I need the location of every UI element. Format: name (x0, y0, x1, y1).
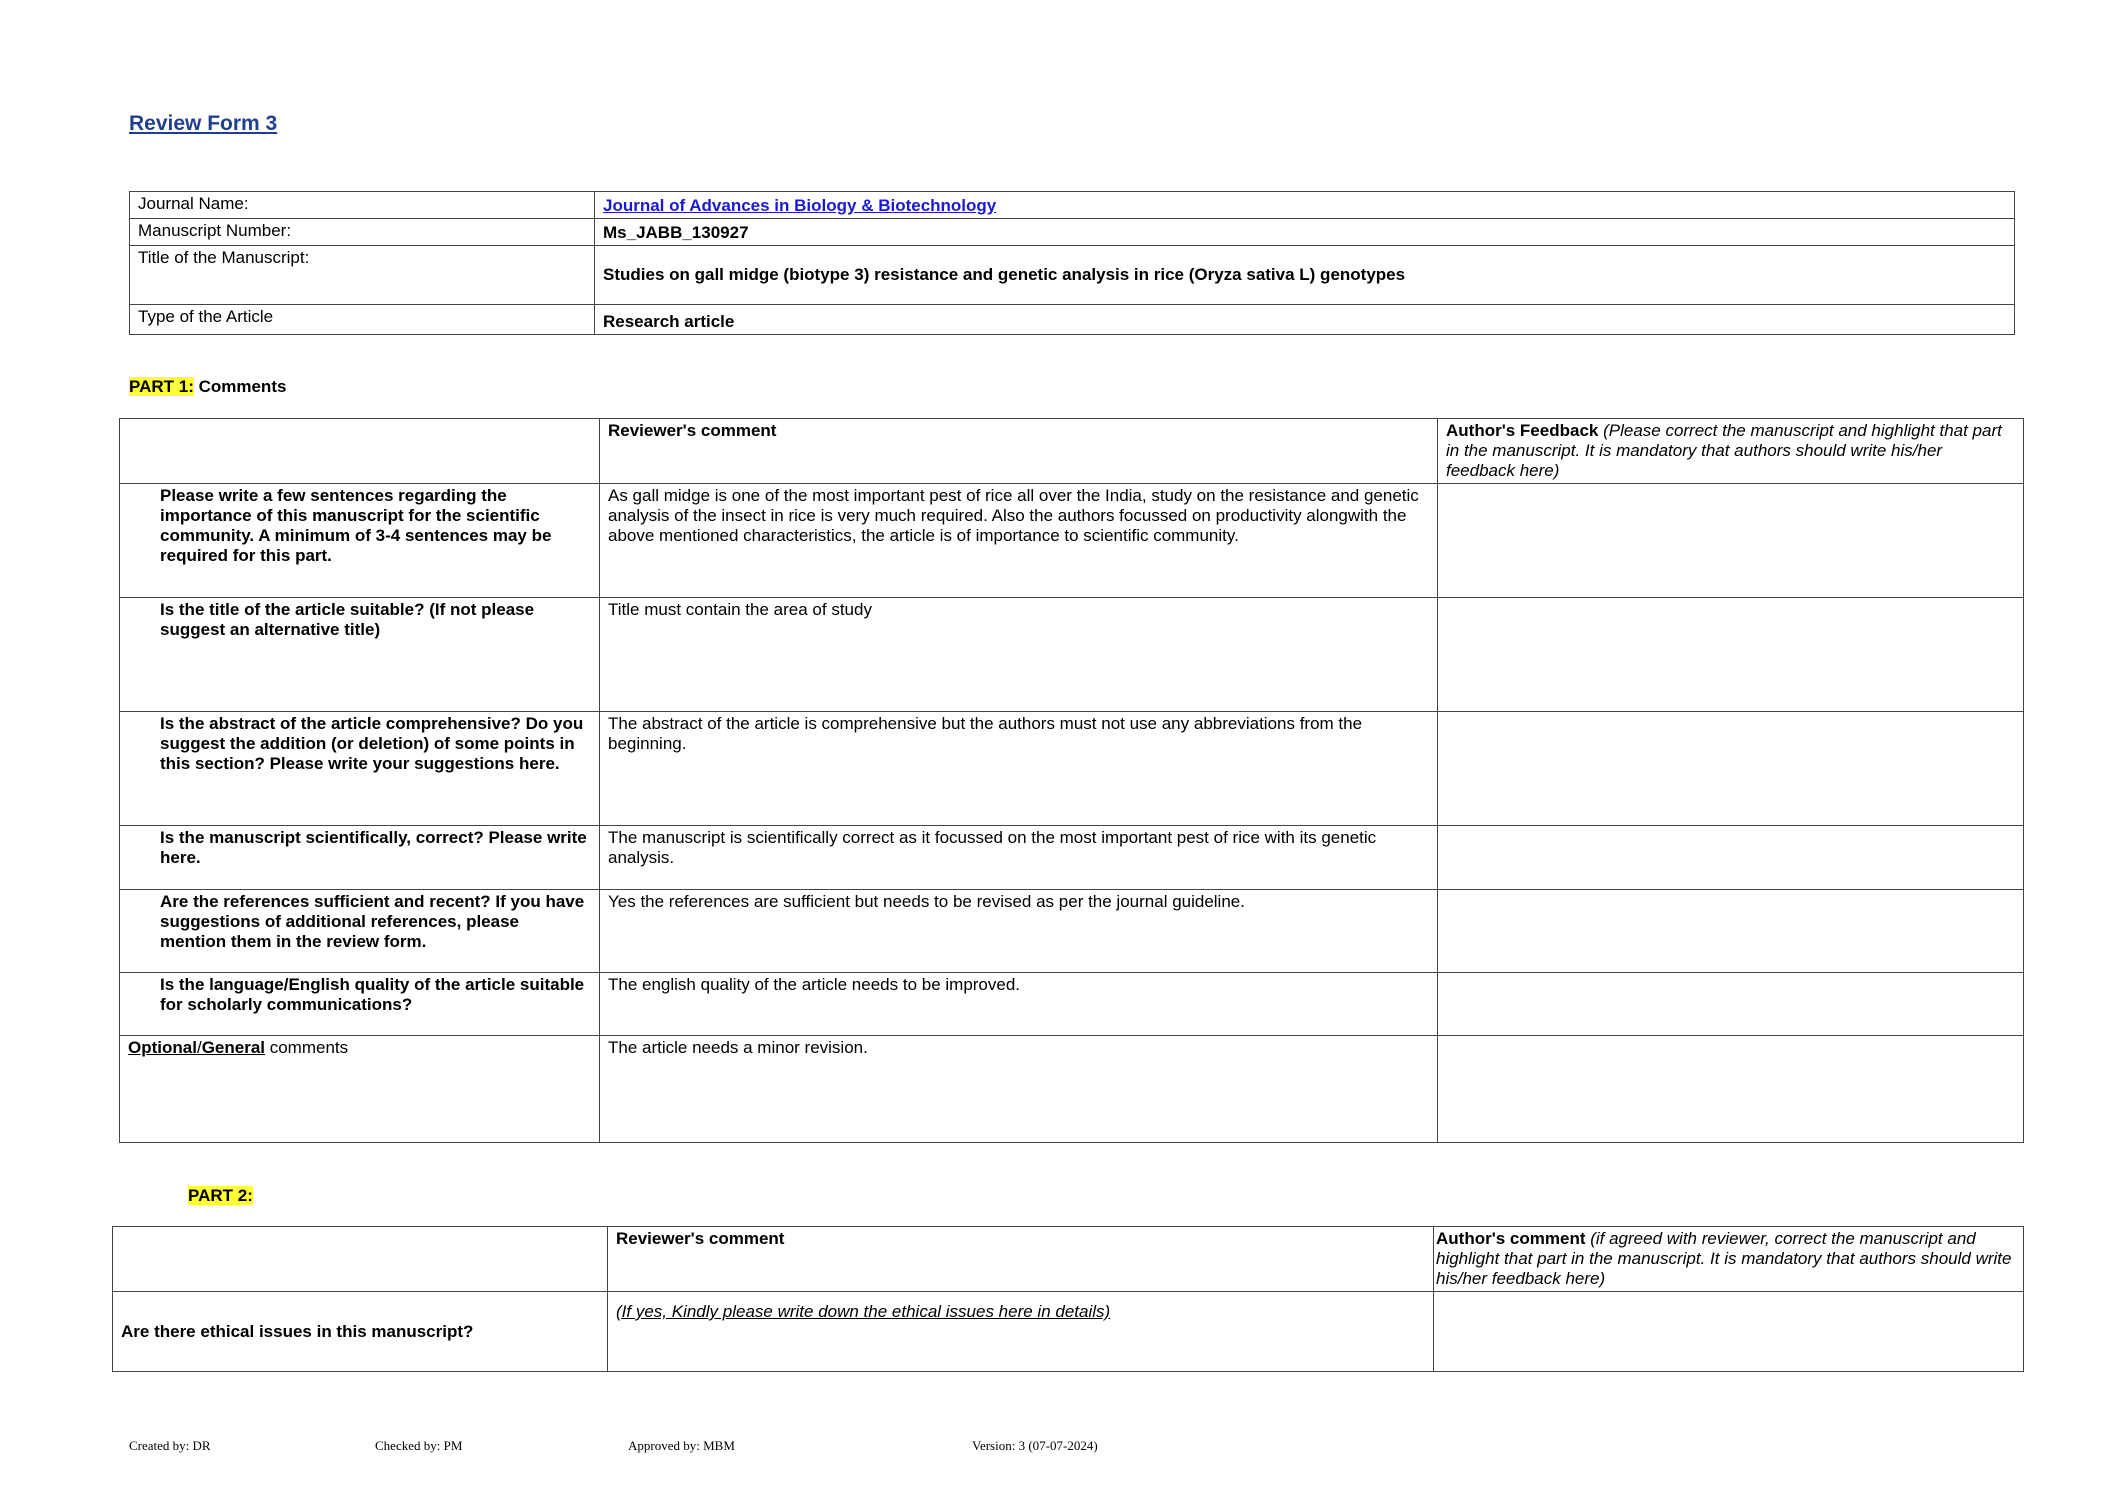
comment-title[interactable]: Title must contain the area of study (600, 598, 1438, 712)
footer-created: Created by: DR (129, 1438, 211, 1453)
part2-author-header-title: Author's comment (1436, 1229, 1586, 1248)
footer-version: Version: 3 (07-07-2024) (972, 1438, 1098, 1453)
comment-ethics[interactable]: (If yes, Kindly please write down the ethical issues here in details) (616, 1302, 1111, 1321)
part2-ethics-table (112, 1226, 2024, 1372)
manuscript-title-label: Title of the Manuscript: (130, 246, 595, 305)
optional-general-label (120, 1036, 600, 1143)
footer-checked: Checked by: PM (375, 1438, 463, 1453)
feedback-ethics[interactable] (1434, 1292, 2024, 1372)
manuscript-number-label: Manuscript Number: (130, 219, 595, 246)
part2-label: PART 2: (188, 1186, 253, 1205)
comment-optional[interactable]: The article needs a minor revision. (600, 1036, 1438, 1143)
question-abstract: Is the abstract of the article comprehensive? Do you suggest the addition (or deletion) of some points in this section? Please write your suggestions here. (120, 712, 600, 826)
part1-author-header-title: Author's Feedback (1446, 421, 1599, 440)
footer-approved: Approved by: MBM (628, 1438, 735, 1453)
part1-heading (129, 377, 286, 397)
article-type-value: Research article (595, 305, 2015, 335)
optional-label-bold: Optional (128, 1038, 197, 1057)
question-importance: Please write a few sentences regarding the importance of this manuscript for the scientific community. A minimum of 3-4 sentences may be required for this part. (120, 484, 600, 598)
feedback-optional[interactable] (1438, 1036, 2024, 1143)
feedback-title[interactable] (1438, 598, 2024, 712)
part2-heading (188, 1186, 253, 1206)
comment-references[interactable]: Yes the references are sufficient but needs to be revised as per the journal guideline. (600, 890, 1438, 973)
part1-label: PART 1: (129, 377, 194, 396)
form-title[interactable]: Review Form 3 (129, 112, 278, 135)
manuscript-title-value: Studies on gall midge (biotype 3) resistance and genetic analysis in rice (Oryza sativa L) genotypes (595, 246, 2015, 305)
feedback-references[interactable] (1438, 890, 2024, 973)
comment-importance[interactable]: As gall midge is one of the most important pest of rice all over the India, study on the resistance and genetic analysis of the insect in rice is very much required. Also the authors focussed on productivity alongwith the above mentioned characteristics, the article is of importance to scientific community. (600, 484, 1438, 598)
comment-language[interactable]: The english quality of the article needs to be improved. (600, 973, 1438, 1036)
part2-author-header (1434, 1227, 2024, 1292)
part1-author-header (1438, 419, 2024, 484)
journal-label: Journal Name: (130, 192, 595, 219)
part1-author-header-note: (Please correct the manuscript and highlight that part in the manuscript. It is mandatory that authors should write his/her feedback here) (1446, 421, 2002, 480)
part1-reviewer-header: Reviewer's comment (600, 419, 1438, 484)
comment-abstract[interactable]: The abstract of the article is comprehensive but the authors must not use any abbreviations from the beginning. (600, 712, 1438, 826)
feedback-abstract[interactable] (1438, 712, 2024, 826)
optional-label-slash: / (196, 1038, 202, 1057)
part2-reviewer-header: Reviewer's comment (608, 1227, 1434, 1292)
journal-link[interactable]: Journal of Advances in Biology & Biotechnology (603, 196, 997, 215)
question-title: Is the title of the article suitable? (If not please suggest an alternative title) (120, 598, 600, 712)
manuscript-info-table (129, 191, 2015, 335)
question-language: Is the language/English quality of the article suitable for scholarly communications? (120, 973, 600, 1036)
optional-label-rest: comments (265, 1038, 349, 1057)
comment-scientific[interactable]: The manuscript is scientifically correct as it focussed on the most important pest of rice with its genetic analysis. (600, 826, 1438, 890)
question-ethics: Are there ethical issues in this manuscript? (113, 1292, 608, 1372)
feedback-importance[interactable] (1438, 484, 2024, 598)
article-type-label: Type of the Article (130, 305, 595, 335)
part1-comments-table (119, 418, 2024, 1143)
part1-suffix: Comments (193, 377, 287, 396)
feedback-language[interactable] (1438, 973, 2024, 1036)
manuscript-number-value: Ms_JABB_130927 (595, 219, 2015, 246)
part2-header-blank (113, 1227, 608, 1292)
question-scientific: Is the manuscript scientifically, correct? Please write here. (120, 826, 600, 890)
question-references: Are the references sufficient and recent? If you have suggestions of additional references, please mention them in the review form. (120, 890, 600, 973)
part2-author-header-note: (if agreed with reviewer, correct the manuscript and highlight that part in the manuscript. It is mandatory that authors should write his/her feedback here) (1436, 1229, 2012, 1288)
general-label-bold: General (201, 1038, 265, 1057)
feedback-scientific[interactable] (1438, 826, 2024, 890)
part1-header-blank (120, 419, 600, 484)
